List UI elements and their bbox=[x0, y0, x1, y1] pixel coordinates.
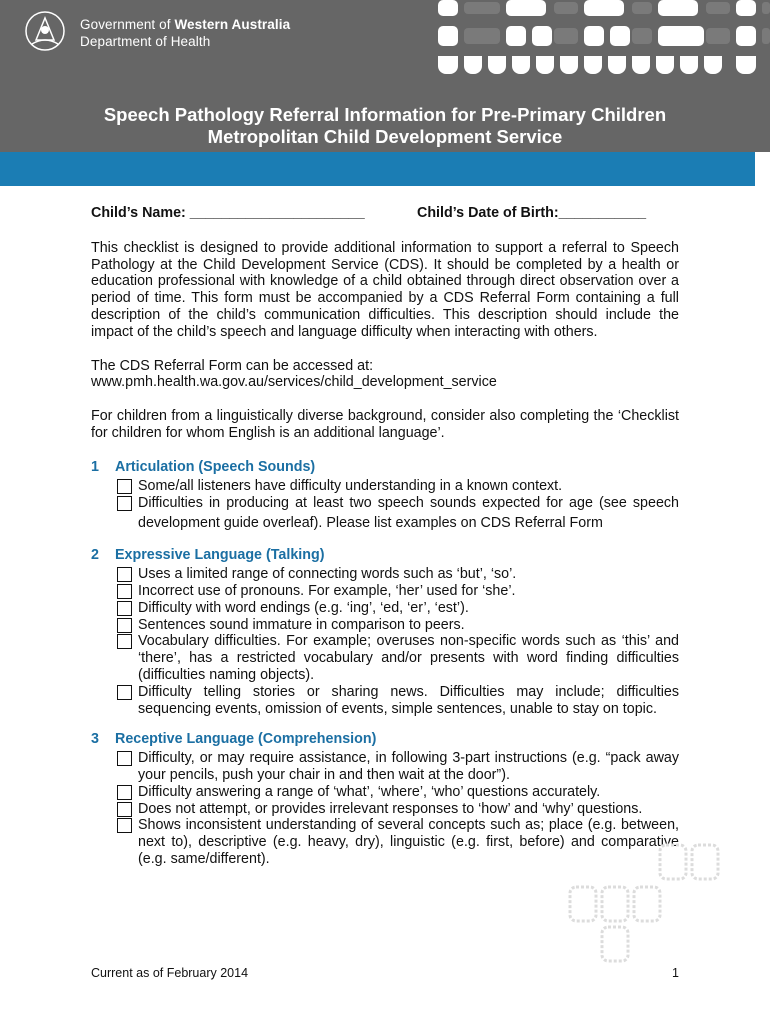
section-title-text: Expressive Language (Talking) bbox=[115, 547, 325, 564]
child-fields bbox=[91, 205, 679, 222]
referral-form-info bbox=[91, 358, 679, 392]
checklist-item bbox=[91, 633, 679, 683]
item-text: Vocabulary difficulties. For example; overuses non-specific words such as ‘this’ and ‘there’, has a restricted vocabulary and/or presents with word finding difficulties (difficulties naming objects). bbox=[138, 633, 679, 683]
item-text: Difficulty telling stories or sharing news. Difficulties may include; difficulties sequencing events, omission of events, simple sentences, unable to stay on topic. bbox=[138, 683, 679, 717]
item-text: Does not attempt, or provides irrelevant responses to ‘how’ and ‘why’ questions. bbox=[138, 800, 643, 817]
government-name bbox=[80, 16, 290, 50]
checkbox[interactable] bbox=[117, 685, 132, 700]
section-number: 3 bbox=[91, 731, 99, 748]
checklist-item bbox=[91, 801, 679, 818]
checkbox[interactable] bbox=[117, 601, 132, 616]
child-dob-field[interactable]: Child’s Date of Birth:___________ bbox=[417, 205, 647, 221]
item-text: Shows inconsistent understanding of several concepts such as; place (e.g. between, next to), descriptive (e.g. heavy, dry), linguistic (e.g. first, before) and comparative (e.g. same/different). bbox=[138, 817, 679, 867]
child-name-field[interactable]: Child’s Name: ______________________ bbox=[91, 205, 365, 221]
wa-crest-icon bbox=[24, 10, 66, 52]
checkbox[interactable] bbox=[117, 618, 132, 633]
diverse-background-paragraph: For children from a linguistically diverse background, consider also completing the ‘Checklist for children for whom English is an additional language’. bbox=[91, 408, 679, 441]
item-text: Difficulties in producing at least two speech sounds expected for age (see speech development guide overleaf). Please list examples on CDS Referral Form bbox=[138, 495, 679, 531]
checklist-item bbox=[91, 784, 679, 801]
blue-band bbox=[0, 152, 755, 186]
checkbox[interactable] bbox=[117, 818, 132, 833]
item-text: Some/all listeners have difficulty understanding in a known context. bbox=[138, 477, 563, 494]
checkbox[interactable] bbox=[117, 584, 132, 599]
section-title bbox=[91, 547, 679, 564]
checkbox[interactable] bbox=[117, 479, 132, 494]
page-title bbox=[0, 104, 770, 148]
watermark-blocks-graphic bbox=[560, 835, 720, 975]
section-number: 2 bbox=[91, 547, 99, 564]
checklist-item bbox=[91, 566, 679, 583]
item-text: Uses a limited range of connecting words such as ‘but’, ‘so’. bbox=[138, 566, 517, 583]
gov-line1-prefix: Government of bbox=[80, 17, 175, 32]
section-articulation bbox=[91, 459, 679, 534]
title-line-2: Metropolitan Child Development Service bbox=[207, 126, 563, 147]
checkbox[interactable] bbox=[117, 567, 132, 582]
decorative-blocks-graphic bbox=[436, 0, 770, 80]
title-line-1: Speech Pathology Referral Information for Pre-Primary Children bbox=[103, 104, 667, 125]
checklist-item bbox=[91, 494, 679, 533]
checkbox[interactable] bbox=[117, 496, 132, 511]
section-title bbox=[91, 731, 679, 748]
referral-form-url[interactable]: www.pmh.health.wa.gov.au/services/child_development_service bbox=[91, 374, 497, 391]
footer-date: Current as of February 2014 bbox=[91, 966, 249, 980]
item-text: Incorrect use of pronouns. For example, ‘her’ used for ‘she’. bbox=[138, 582, 516, 599]
checkbox[interactable] bbox=[117, 785, 132, 800]
checklist-item bbox=[91, 600, 679, 617]
header-banner bbox=[0, 0, 770, 152]
intro-paragraph: This checklist is designed to provide additional information to support a referral to Speech Pathology at the Child Development Service (CDS). It should be completed by a health or education professional with knowledge of a child obtained through direct observation over a period of time. This form must be accompanied by a CDS Referral Form containing a full description of the child’s communication difficulties. This description should include the impact of the child’s speech and language difficulty when interacting with others. bbox=[91, 239, 679, 340]
checklist-item bbox=[91, 478, 679, 495]
checklist-item bbox=[91, 684, 679, 718]
checklist-item bbox=[91, 617, 679, 634]
department-name: Department of Health bbox=[80, 34, 211, 49]
item-text: Difficulty with word endings (e.g. ‘ing’, ‘ed, ‘er’, ‘est’). bbox=[138, 599, 469, 616]
document-body bbox=[91, 205, 679, 882]
section-title-text: Articulation (Speech Sounds) bbox=[115, 458, 316, 475]
gov-line1-bold: Western Australia bbox=[174, 17, 291, 32]
item-text: Sentences sound immature in comparison to peers. bbox=[138, 616, 465, 633]
checkbox[interactable] bbox=[117, 802, 132, 817]
referral-form-text: The CDS Referral Form can be accessed at: bbox=[91, 357, 374, 374]
checkbox[interactable] bbox=[117, 634, 132, 649]
checklist-item bbox=[91, 583, 679, 600]
section-number: 1 bbox=[91, 458, 99, 475]
item-text: Difficulty, or may require assistance, in following 3-part instructions (e.g. “pack away your pencils, push your chair in and then wait at the door”). bbox=[138, 750, 679, 783]
section-expressive-language bbox=[91, 547, 679, 717]
section-title bbox=[91, 459, 679, 476]
item-text: Difficulty answering a range of ‘what’, ‘where’, ‘who’ questions accurately. bbox=[138, 783, 601, 800]
section-title-text: Receptive Language (Comprehension) bbox=[115, 731, 377, 748]
page-number: 1 bbox=[672, 966, 679, 980]
checkbox[interactable] bbox=[117, 751, 132, 766]
checklist-item bbox=[91, 750, 679, 784]
